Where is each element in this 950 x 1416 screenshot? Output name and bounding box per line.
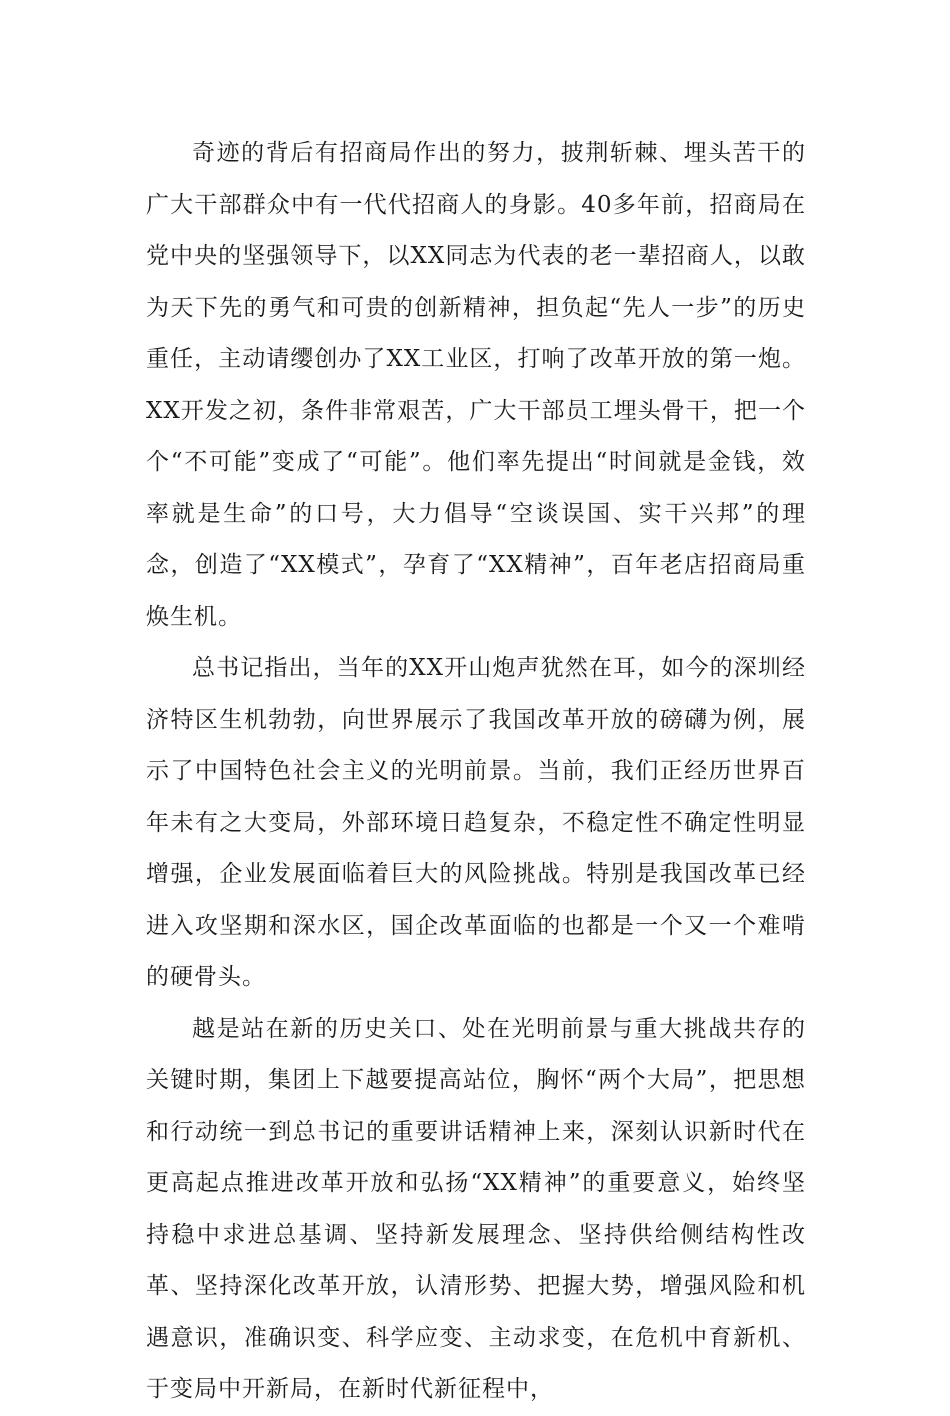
- paragraph-1: 奇迹的背后有招商局作出的努力，披荆斩棘、埋头苦干的广大干部群众中有一代代招商人的身影。40多年前，招商局在党中央的坚强领导下，以XX同志为代表的老一辈招商人，以敢为天下先的勇气和可贵的创新精神，担负起“先人一步”的历史重任，主动请缨创办了XX工业区，打响了改革开放的第一炮。XX开发之初，条件非常艰苦，广大干部员工埋头骨干，把一个个“不可能”变成了“可能”。他们率先提出“时间就是金钱，效率就是生命”的口号，大力倡导“空谈误国、实干兴邦”的理念，创造了“XX模式”，孕育了“XX精神”，百年老店招商局重焕生机。: [146, 140, 806, 630]
- document-body: [146, 128, 806, 1416]
- paragraph-3: 越是站在新的历史关口、处在光明前景与重大挑战共存的关键时期，集团上下越要提高站位，胸怀“两个大局”，把思想和行动统一到总书记的重要讲话精神上来，深刻认识新时代在更高起点推进改革开放和弘扬“XX精神”的重要意义，始终坚持稳中求进总基调、坚持新发展理念、坚持供给侧结构性改革、坚持深化改革开放，认清形势、把握大势，增强风险和机遇意识，准确识变、科学应变、主动求变，在危机中育新机、于变局中开新局，在新时代新征程中，: [146, 1015, 806, 1402]
- paragraph-2: 总书记指出，当年的XX开山炮声犹然在耳，如今的深圳经济特区生机勃勃，向世界展示了我国改革开放的磅礴为例，展示了中国特色社会主义的光明前景。当前，我们正经历世界百年未有之大变局，外部环境日趋复杂，不稳定性不确定性明显增强，企业发展面临着巨大的风险挑战。特别是我国改革已经进入攻坚期和深水区，国企改革面临的也都是一个又一个难啃的硬骨头。: [146, 655, 806, 990]
